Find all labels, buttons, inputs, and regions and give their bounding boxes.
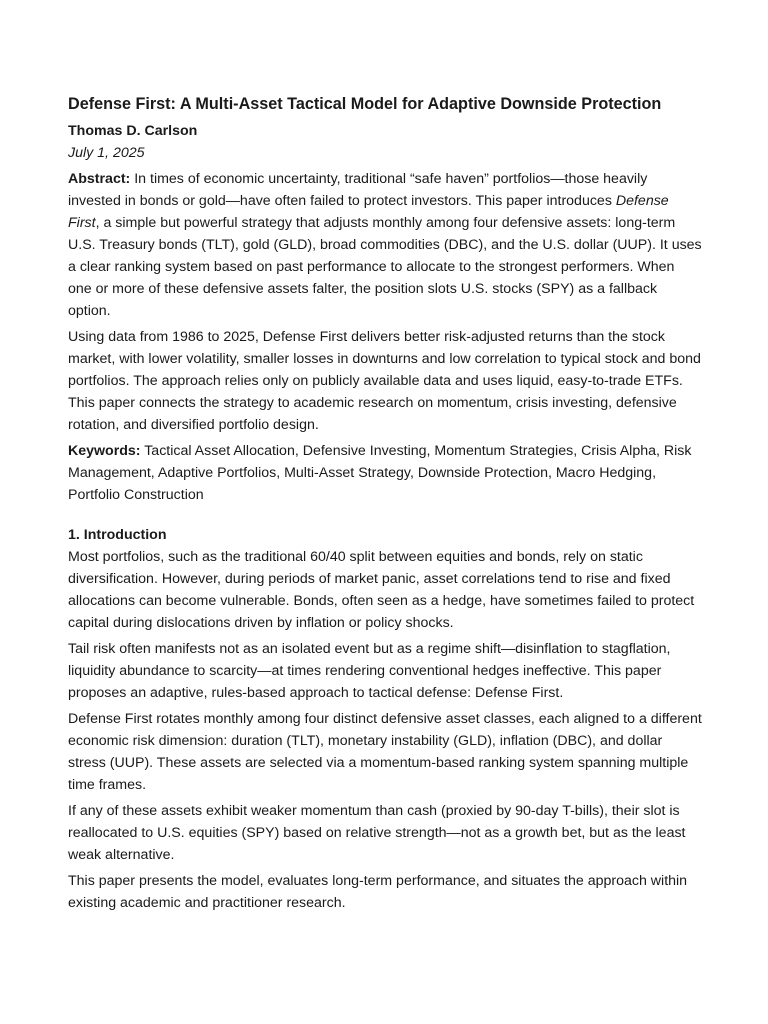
- intro-paragraph: Tail risk often manifests not as an isolated event but as a regime shift—disinflation to stagflation, liquidity abundance to scarcity—at times rendering conventional hedges ineffective. This paper proposes an adaptive, rules-based approach to tactical defense: Defense First.: [68, 641, 671, 701]
- section-heading-introduction: 1. Introduction: [68, 527, 167, 543]
- intro-paragraph: If any of these assets exhibit weaker momentum than cash (proxied by 90-day T-bills), their slot is reallocated to U.S. equities (SPY) based on relative strength—not as a growth bet, but as the least weak alternative.: [68, 803, 686, 863]
- keywords-label: Keywords:: [68, 443, 141, 459]
- author-name: Thomas D. Carlson: [68, 123, 198, 139]
- intro-paragraph: This paper presents the model, evaluates long-term performance, and situates the approach within existing academic and practitioner research.: [68, 873, 688, 911]
- abstract-text-1a: In times of economic uncertainty, traditional “safe haven” portfolios—those heavily invested in bonds or gold—have often failed to protect investors. This paper introduces: [68, 171, 648, 209]
- abstract-label: Abstract:: [68, 171, 131, 187]
- abstract-paragraph-2: Using data from 1986 to 2025, Defense First delivers better risk-adjusted returns than the stock market, with lower volatility, smaller losses in downturns and low correlation to typical stock and bond portfolios. The approach relies only on publicly available data and uses liquid, easy-to-trade ETFs. This paper connects the strategy to academic research on momentum, crisis investing, defensive rotation, and diversified portfolio design.: [68, 329, 701, 433]
- keywords-paragraph: [68, 440, 702, 506]
- publication-date: July 1, 2025: [68, 145, 145, 161]
- abstract-strategy-name: Defense First: [68, 193, 669, 231]
- paper-page: [68, 93, 702, 918]
- abstract-text-1b: , a simple but powerful strategy that adjusts monthly among four defensive assets: long-term U.S. Treasury bonds (TLT), gold (GLD), broad commodities (DBC), and the U.S. dollar (UUP). It uses a clear ranking system based on past performance to allocate to the strongest performers. When one or more of these defensive assets falter, the position slots U.S. stocks (SPY) as a fallback option.: [68, 215, 702, 319]
- keywords-text: Tactical Asset Allocation, Defensive Investing, Momentum Strategies, Crisis Alpha, Risk Management, Adaptive Portfolios, Multi-Asset Strategy, Downside Protection, Macro Hedging, Portfolio Construction: [68, 443, 692, 503]
- intro-paragraph: Most portfolios, such as the traditional 60/40 split between equities and bonds, rely on static diversification. However, during periods of market panic, asset correlations tend to rise and fixed allocations can become vulnerable. Bonds, often seen as a hedge, have sometimes failed to protect capital during dislocations driven by inflation or policy shocks.: [68, 549, 695, 631]
- intro-paragraph: Defense First rotates monthly among four distinct defensive asset classes, each aligned to a different economic risk dimension: duration (TLT), monetary instability (GLD), inflation (DBC), and dollar stress (UUP). These assets are selected via a momentum-based ranking system spanning multiple time frames.: [68, 711, 702, 793]
- paper-title: Defense First: A Multi-Asset Tactical Model for Adaptive Downside Protection: [68, 95, 662, 113]
- abstract-paragraph-1: [68, 168, 702, 322]
